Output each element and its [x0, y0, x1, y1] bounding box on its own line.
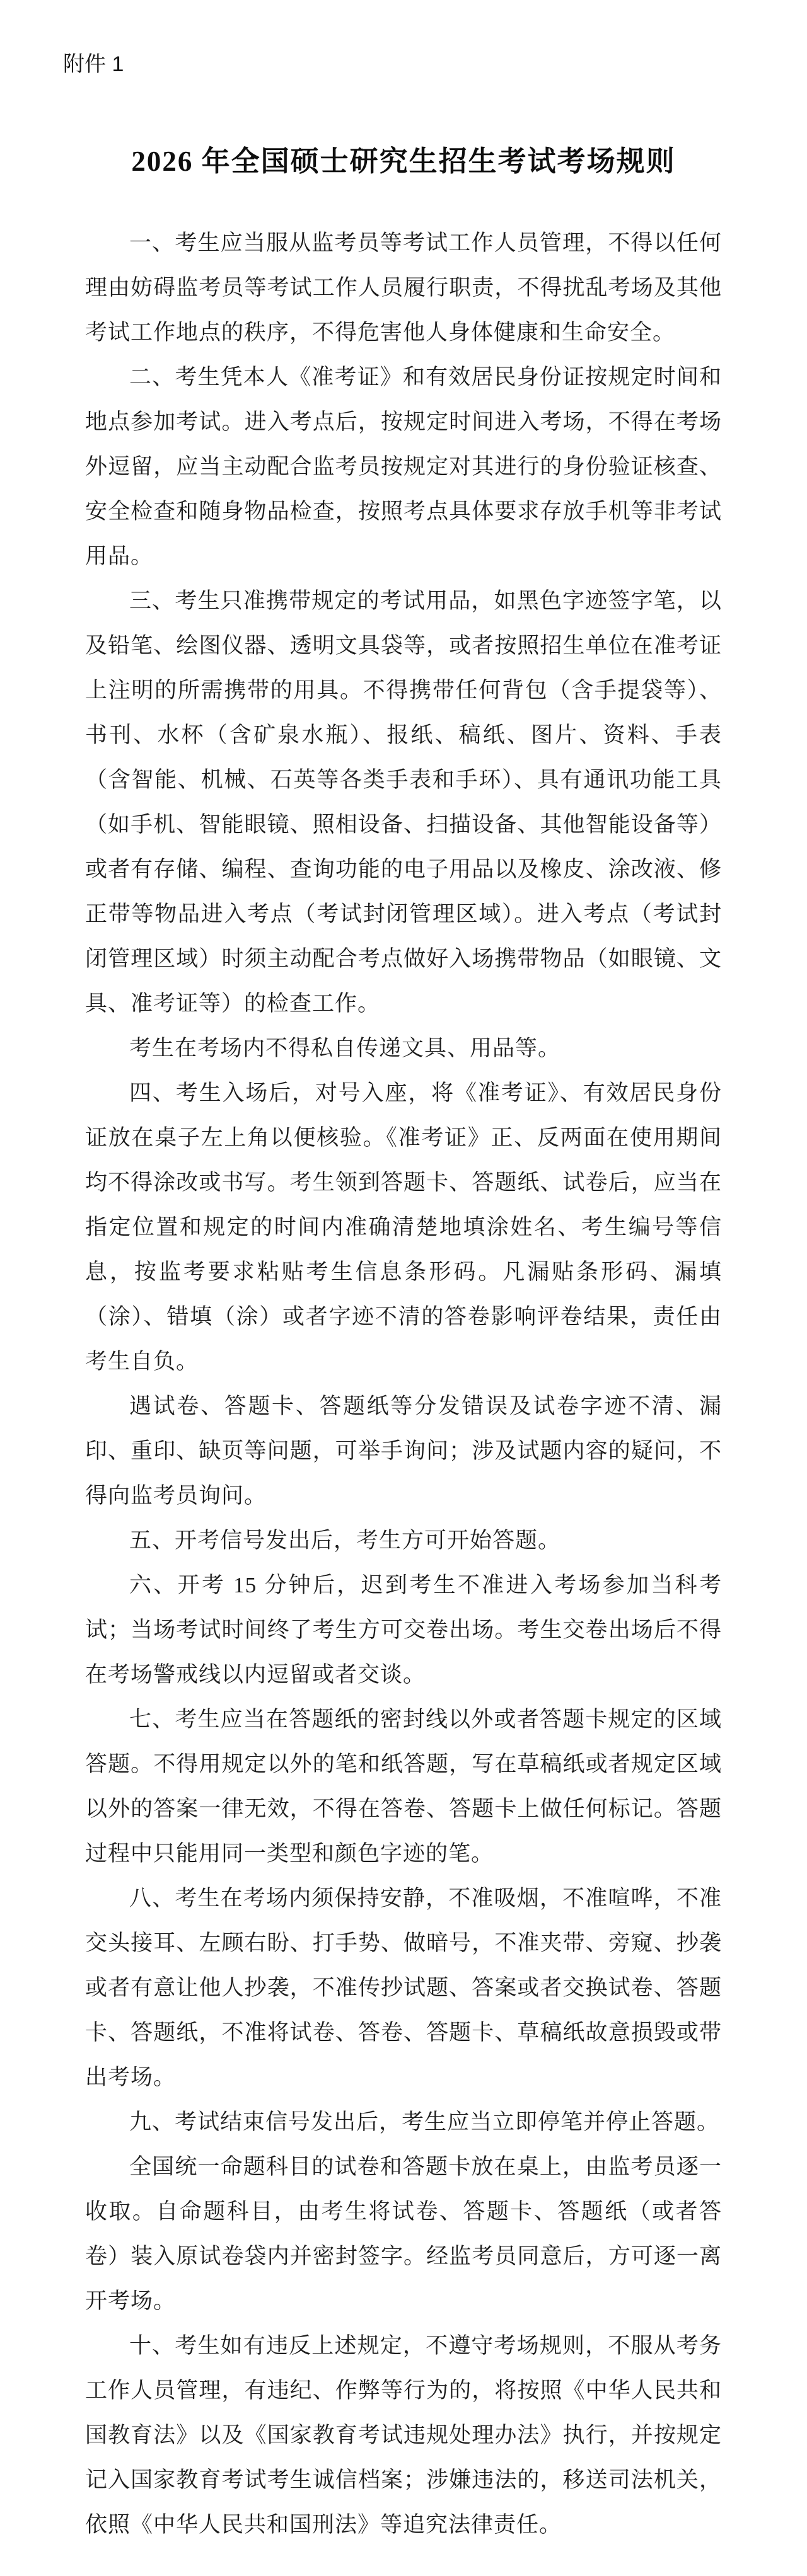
document-title: 2026 年全国硕士研究生招生考试考场规则 — [131, 146, 676, 178]
document-body — [85, 221, 722, 2547]
body-paragraph: 三、考生只准携带规定的考试用品，如黑色字迹签字笔，以及铅笔、绘图仪器、透明文具袋等，或者按照招生单位在准考证上注明的所需携带的用具。不得携带任何背包（含手提袋等）、书刊、水杯（含矿泉水瓶）、报纸、稿纸、图片、资料、手表（含智能、机械、石英等各类手表和手环）、具有通讯功能工具（如手机、智能眼镜、照相设备、扫描设备、其他智能设备等）或者有存储、编程、查询功能的电子用品以及橡皮、涂改液、修正带等物品进入考点（考试封闭管理区域）。进入考点（考试封闭管理区域）时须主动配合考点做好入场携带物品（如眼镜、文具、准考证等）的检查工作。 — [85, 589, 722, 1016]
body-paragraph: 六、开考 15 分钟后，迟到考生不准进入考场参加当科考试；当场考试时间终了考生方可交卷出场。考生交卷出场后不得在考场警戒线以内逗留或者交谈。 — [85, 1573, 722, 1687]
body-paragraph: 遇试卷、答题卡、答题纸等分发错误及试卷字迹不清、漏印、重印、缺页等问题，可举手询问；涉及试题内容的疑问，不得向监考员询问。 — [85, 1394, 722, 1508]
body-paragraph: 二、考生凭本人《准考证》和有效居民身份证按规定时间和地点参加考试。进入考点后，按规定时间进入考场，不得在考场外逗留，应当主动配合监考员按规定对其进行的身份验证核查、安全检查和随身物品检查，按照考点具体要求存放手机等非考试用品。 — [85, 365, 722, 568]
body-paragraph: 七、考生应当在答题纸的密封线以外或者答题卡规定的区域答题。不得用规定以外的笔和纸答题，写在草稿纸或者规定区域以外的答案一律无效，不得在答卷、答题卡上做任何标记。答题过程中只能用同一类型和颜色字迹的笔。 — [85, 1707, 722, 1866]
body-paragraph: 九、考试结束信号发出后，考生应当立即停笔并停止答题。 — [129, 2110, 720, 2134]
body-paragraph: 一、考生应当服从监考员等考试工作人员管理，不得以任何理由妨碍监考员等考试工作人员履行职责，不得扰乱考场及其他考试工作地点的秩序，不得危害他人身体健康和生命安全。 — [85, 231, 722, 345]
body-paragraph: 八、考生在考场内须保持安静，不准吸烟，不准喧哗，不准交头接耳、左顾右盼、打手势、做暗号，不准夹带、旁窥、抄袭或者有意让他人抄袭，不准传抄试题、答案或者交换试卷、答题卡、答题纸，不准将试卷、答卷、答题卡、草稿纸故意损毁或带出考场。 — [85, 1886, 722, 2090]
body-paragraph: 考生在考场内不得私自传递文具、用品等。 — [129, 1036, 561, 1061]
body-paragraph: 四、考生入场后，对号入座，将《准考证》、有效居民身份证放在桌子左上角以便核验。《准考证》正、反两面在使用期间均不得涂改或书写。考生领到答题卡、答题纸、试卷后，应当在指定位置和规定的时间内准确清楚地填涂姓名、考生编号等信息，按监考要求粘贴考生信息条形码。凡漏贴条形码、漏填（涂）、错填（涂）或者字迹不清的答卷影响评卷结果，责任由考生自负。 — [85, 1081, 722, 1374]
body-paragraph: 五、开考信号发出后，考生方可开始答题。 — [129, 1528, 561, 1553]
body-paragraph: 全国统一命题科目的试卷和答题卡放在桌上，由监考员逐一收取。自命题科目，由考生将试卷、答题卡、答题纸（或者答卷）装入原试卷袋内并密封签字。经监考员同意后，方可逐一离开考场。 — [85, 2154, 722, 2313]
attachment-label: 附件 1 — [63, 52, 124, 76]
body-paragraph: 十、考生如有违反上述规定，不遵守考场规则，不服从考务工作人员管理，有违纪、作弊等行为的，将按照《中华人民共和国教育法》以及《国家教育考试违规处理办法》执行，并按规定记入国家教育考试考生诚信档案；涉嫌违法的，移送司法机关，依照《中华人民共和国刑法》等追究法律责任。 — [85, 2333, 722, 2537]
